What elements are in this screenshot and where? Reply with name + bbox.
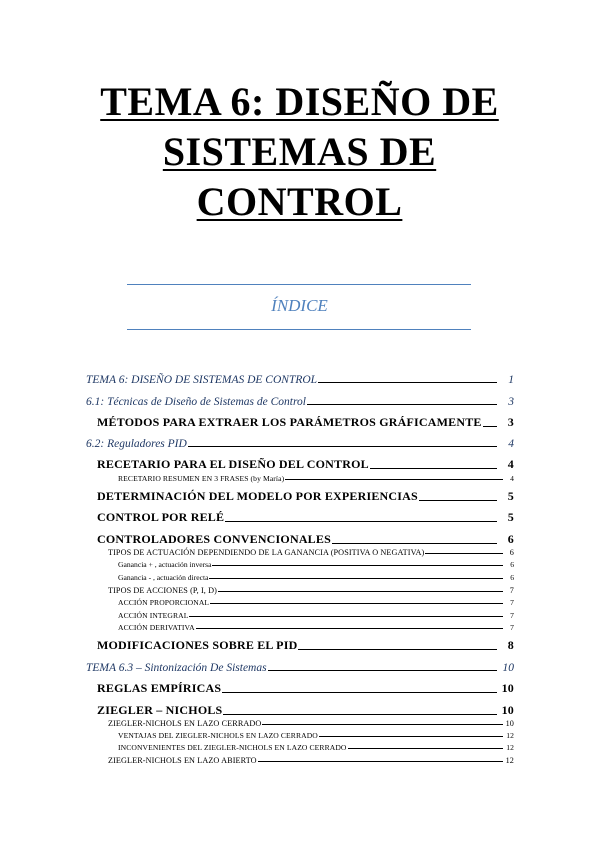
- toc-entry-page: 12: [506, 743, 514, 752]
- toc-entry-title: ZIEGLER – NICHOLS: [97, 703, 223, 717]
- toc-entry[interactable]: [118, 472, 514, 483]
- toc-leader: [209, 578, 503, 579]
- toc-leader: [298, 649, 497, 650]
- toc-entry-page: 5: [507, 489, 514, 503]
- toc-leader: [332, 543, 497, 544]
- toc-entry-page: 7: [510, 611, 514, 620]
- toc-entry-page: 12: [506, 731, 514, 740]
- toc-entry-page: 3: [508, 396, 514, 408]
- toc-entry-title: TEMA 6: DISEÑO DE SISTEMAS DE CONTROL: [86, 374, 318, 386]
- toc-entry-page: 1: [508, 374, 514, 386]
- toc-leader: [210, 603, 503, 604]
- toc-entry-page: 6: [510, 560, 514, 569]
- toc-entry[interactable]: [97, 488, 514, 504]
- toc-leader: [319, 736, 503, 737]
- toc-entry-title: ZIEGLER-NICHOLS EN LAZO ABIERTO: [108, 756, 257, 765]
- toc-leader: [262, 724, 503, 725]
- toc-entry-title: MÉTODOS PARA EXTRAER LOS PARÁMETROS GRÁFICAMENTE: [97, 415, 482, 429]
- toc-entry[interactable]: [118, 729, 514, 740]
- toc-entry-page: 7: [510, 598, 514, 607]
- toc-entry-title: 6.1: Técnicas de Diseño de Sistemas de Control: [86, 396, 306, 408]
- toc-entry-title: TIPOS DE ACCIONES (P, I, D): [108, 586, 217, 595]
- toc-leader: [225, 521, 497, 522]
- toc-entry-title: ZIEGLER-NICHOLS EN LAZO CERRADO: [108, 719, 262, 728]
- toc-entry-title: TIPOS DE ACTUACIÓN DEPENDIENDO DE LA GANANCIA (POSITIVA O NEGATIVA): [108, 548, 425, 557]
- toc-leader: [307, 404, 497, 405]
- document-title-line-1: TEMA 6: DISEÑO DE: [100, 79, 499, 124]
- toc-entry-page: 6: [510, 573, 514, 582]
- toc-entry[interactable]: [97, 509, 514, 525]
- toc-entry-page: 6: [509, 548, 514, 557]
- toc-entry[interactable]: [118, 558, 514, 569]
- toc-entry-page: 6: [507, 532, 514, 546]
- toc-entry-page: 7: [509, 586, 514, 595]
- toc-entry-page: 10: [501, 681, 514, 695]
- toc-leader: [483, 426, 497, 427]
- toc-entry[interactable]: [118, 571, 514, 582]
- toc-leader: [268, 670, 497, 671]
- toc-entry-title: CONTROL POR RELÉ: [97, 510, 225, 524]
- toc-entry-title: ACCIÓN PROPORCIONAL: [118, 598, 210, 607]
- toc-leader: [189, 616, 503, 617]
- toc-leader: [258, 761, 503, 762]
- toc-entry[interactable]: [108, 754, 514, 765]
- toc-entry-title: RECETARIO PARA EL DISEÑO DEL CONTROL: [97, 457, 369, 471]
- toc-entry-page: 4: [510, 474, 514, 483]
- toc-entry-title: TEMA 6.3 – Sintonización De Sistemas: [86, 662, 267, 674]
- toc-entry-title: ACCIÓN INTEGRAL: [118, 611, 189, 620]
- toc-entry[interactable]: [97, 456, 514, 472]
- toc-entry-page: 4: [508, 438, 514, 450]
- toc-entry[interactable]: [86, 659, 514, 674]
- toc-entry-title: MODIFICACIONES SOBRE EL PID: [97, 638, 298, 652]
- toc-entry-title: INCONVENIENTES DEL ZIEGLER-NICHOLS EN LAZO CERRADO: [118, 743, 347, 752]
- toc-entry[interactable]: [118, 596, 514, 607]
- toc-entry-title: REGLAS EMPÍRICAS: [97, 681, 222, 695]
- toc-entry[interactable]: [97, 680, 514, 696]
- toc-entry-page: 10: [502, 662, 514, 674]
- toc-entry-page: 7: [510, 623, 514, 632]
- toc-entry[interactable]: [97, 414, 514, 430]
- toc-entry-page: 3: [507, 415, 514, 429]
- toc-leader: [218, 591, 503, 592]
- toc-leader: [188, 446, 497, 447]
- toc-entry[interactable]: [108, 717, 514, 728]
- toc-entry[interactable]: [86, 393, 514, 408]
- toc-entry[interactable]: [118, 621, 514, 632]
- toc-entry[interactable]: [118, 741, 514, 752]
- toc-entry-page: 5: [507, 510, 514, 524]
- toc-entry[interactable]: [86, 371, 514, 386]
- toc-leader: [222, 692, 497, 693]
- toc-entry-page: 8: [507, 638, 514, 652]
- toc-leader: [285, 479, 503, 480]
- document-title-line-2: SISTEMAS DE: [162, 129, 437, 174]
- toc-entry[interactable]: [108, 584, 514, 595]
- toc-entry-page: 4: [507, 457, 514, 471]
- toc-entry-page: 10: [501, 703, 514, 717]
- toc-leader: [348, 748, 504, 749]
- toc-entry-page: 12: [505, 756, 514, 765]
- toc-leader: [223, 714, 497, 715]
- toc-leader: [318, 382, 497, 383]
- index-heading: ÍNDICE: [271, 296, 328, 315]
- toc-entry[interactable]: [108, 546, 514, 557]
- toc-entry-title: DETERMINACIÓN DEL MODELO POR EXPERIENCIAS: [97, 489, 418, 503]
- toc-entry[interactable]: [86, 435, 514, 450]
- toc-entry-title: Ganancia - , actuación directa: [118, 573, 209, 582]
- toc-entry[interactable]: [97, 531, 514, 547]
- toc-entry-page: 10: [505, 719, 514, 728]
- toc-leader: [370, 468, 497, 469]
- toc-entry[interactable]: [97, 637, 514, 653]
- toc-entry-title: CONTROLADORES CONVENCIONALES: [97, 532, 331, 546]
- toc-entry-title: 6.2: Reguladores PID: [86, 438, 187, 450]
- toc-entry[interactable]: [97, 702, 514, 718]
- toc-leader: [425, 553, 503, 554]
- toc-entry-title: ACCIÓN DERIVATIVA: [118, 623, 195, 632]
- toc-entry-title: Ganancia + , actuación inversa: [118, 560, 212, 569]
- toc-entry-title: VENTAJAS DEL ZIEGLER-NICHOLS EN LAZO CERRADO: [118, 731, 318, 740]
- toc-entry[interactable]: [118, 609, 514, 620]
- toc-leader: [196, 628, 503, 629]
- toc-entry-title: RECETARIO RESUMEN EN 3 FRASES (by María): [118, 474, 285, 483]
- document-title-line-3: CONTROL: [196, 179, 403, 224]
- toc-leader: [212, 565, 503, 566]
- toc-leader: [419, 500, 497, 501]
